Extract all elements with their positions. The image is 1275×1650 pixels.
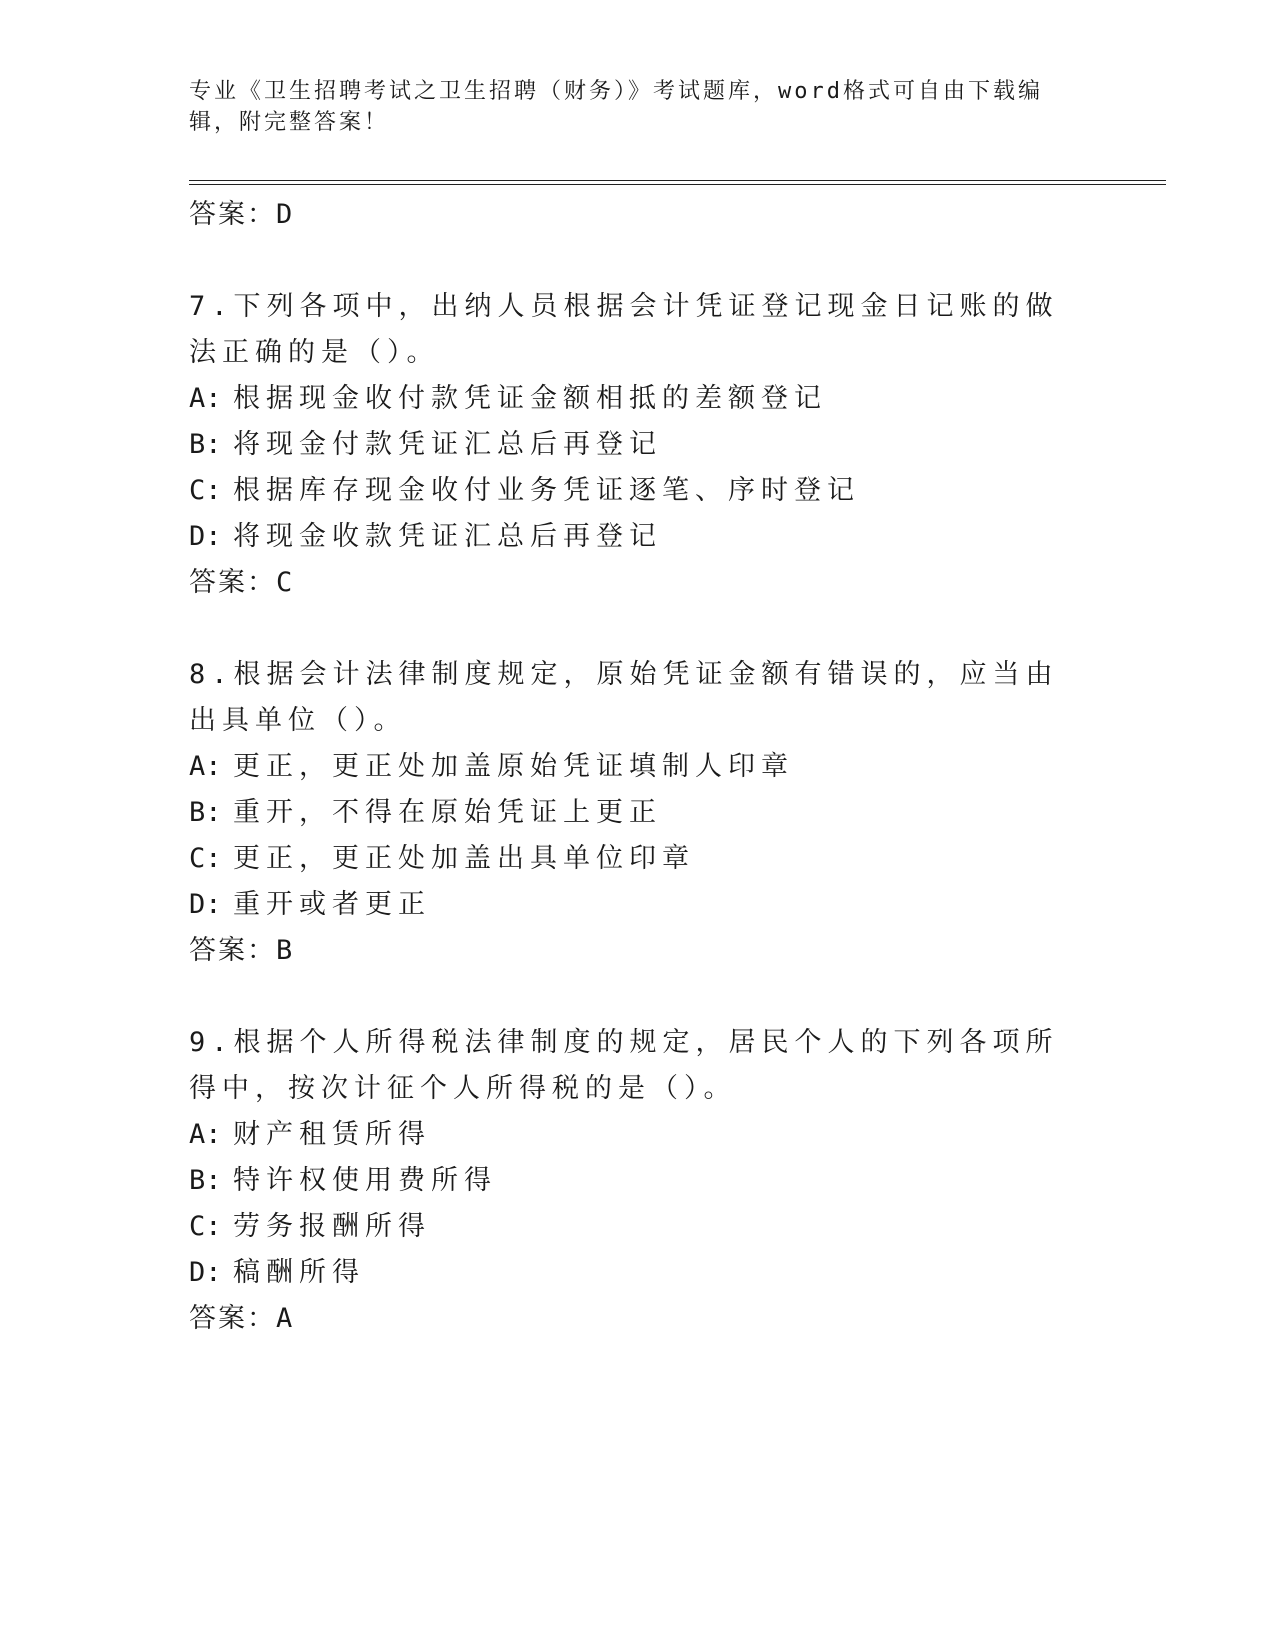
answer-line: 答案：A <box>189 1303 295 1334</box>
option-text: 劳务报酬所得 <box>233 1211 431 1242</box>
option-text: 更正，更正处加盖原始凭证填制人印章 <box>233 751 794 782</box>
option-c <box>189 1204 1089 1250</box>
answer-line: 答案：B <box>189 935 295 966</box>
option-d <box>189 882 1089 928</box>
option-text: 将现金付款凭证汇总后再登记 <box>233 429 662 460</box>
question-text: 8.根据会计法律制度规定，原始凭证金额有错误的，应当由出具单位（）。 <box>189 659 1059 736</box>
option-letter: A: <box>189 383 222 414</box>
question-content <box>189 188 1089 1342</box>
option-a <box>189 744 1089 790</box>
option-letter: D: <box>189 1257 222 1288</box>
option-text: 特许权使用费所得 <box>233 1165 497 1196</box>
previous-answer: 答案：D <box>189 199 295 230</box>
option-a <box>189 376 1089 422</box>
option-b <box>189 422 1089 468</box>
option-letter: D: <box>189 889 222 920</box>
header-divider-top <box>189 180 1166 181</box>
option-letter: C: <box>189 475 222 506</box>
document-header: 专业《卫生招聘考试之卫生招聘（财务）》考试题库，word格式可自由下载编辑，附完整答案！ <box>189 79 1043 135</box>
option-text: 根据现金收付款凭证金额相抵的差额登记 <box>233 383 827 414</box>
question-9 <box>189 1020 1089 1342</box>
option-letter: A: <box>189 751 222 782</box>
question-8 <box>189 652 1089 974</box>
header-divider-bottom <box>189 184 1166 185</box>
option-letter: B: <box>189 797 222 828</box>
option-letter: D: <box>189 521 222 552</box>
option-d <box>189 514 1089 560</box>
question-7 <box>189 284 1089 606</box>
option-c <box>189 836 1089 882</box>
option-a <box>189 1112 1089 1158</box>
option-d <box>189 1250 1089 1296</box>
option-text: 将现金收款凭证汇总后再登记 <box>233 521 662 552</box>
option-text: 重开，不得在原始凭证上更正 <box>233 797 662 828</box>
option-text: 重开或者更正 <box>233 889 431 920</box>
option-letter: C: <box>189 1211 222 1242</box>
option-letter: A: <box>189 1119 222 1150</box>
question-text: 9.根据个人所得税法律制度的规定，居民个人的下列各项所得中，按次计征个人所得税的是（）。 <box>189 1027 1059 1104</box>
question-text: 7.下列各项中，出纳人员根据会计凭证登记现金日记账的做法正确的是（）。 <box>189 291 1059 368</box>
answer-line: 答案：C <box>189 567 295 598</box>
option-b <box>189 790 1089 836</box>
option-b <box>189 1158 1089 1204</box>
option-text: 根据库存现金收付业务凭证逐笔、序时登记 <box>233 475 860 506</box>
option-text: 稿酬所得 <box>233 1257 365 1288</box>
option-letter: B: <box>189 429 222 460</box>
option-text: 更正，更正处加盖出具单位印章 <box>233 843 695 874</box>
option-text: 财产租赁所得 <box>233 1119 431 1150</box>
option-letter: C: <box>189 843 222 874</box>
option-c <box>189 468 1089 514</box>
option-letter: B: <box>189 1165 222 1196</box>
